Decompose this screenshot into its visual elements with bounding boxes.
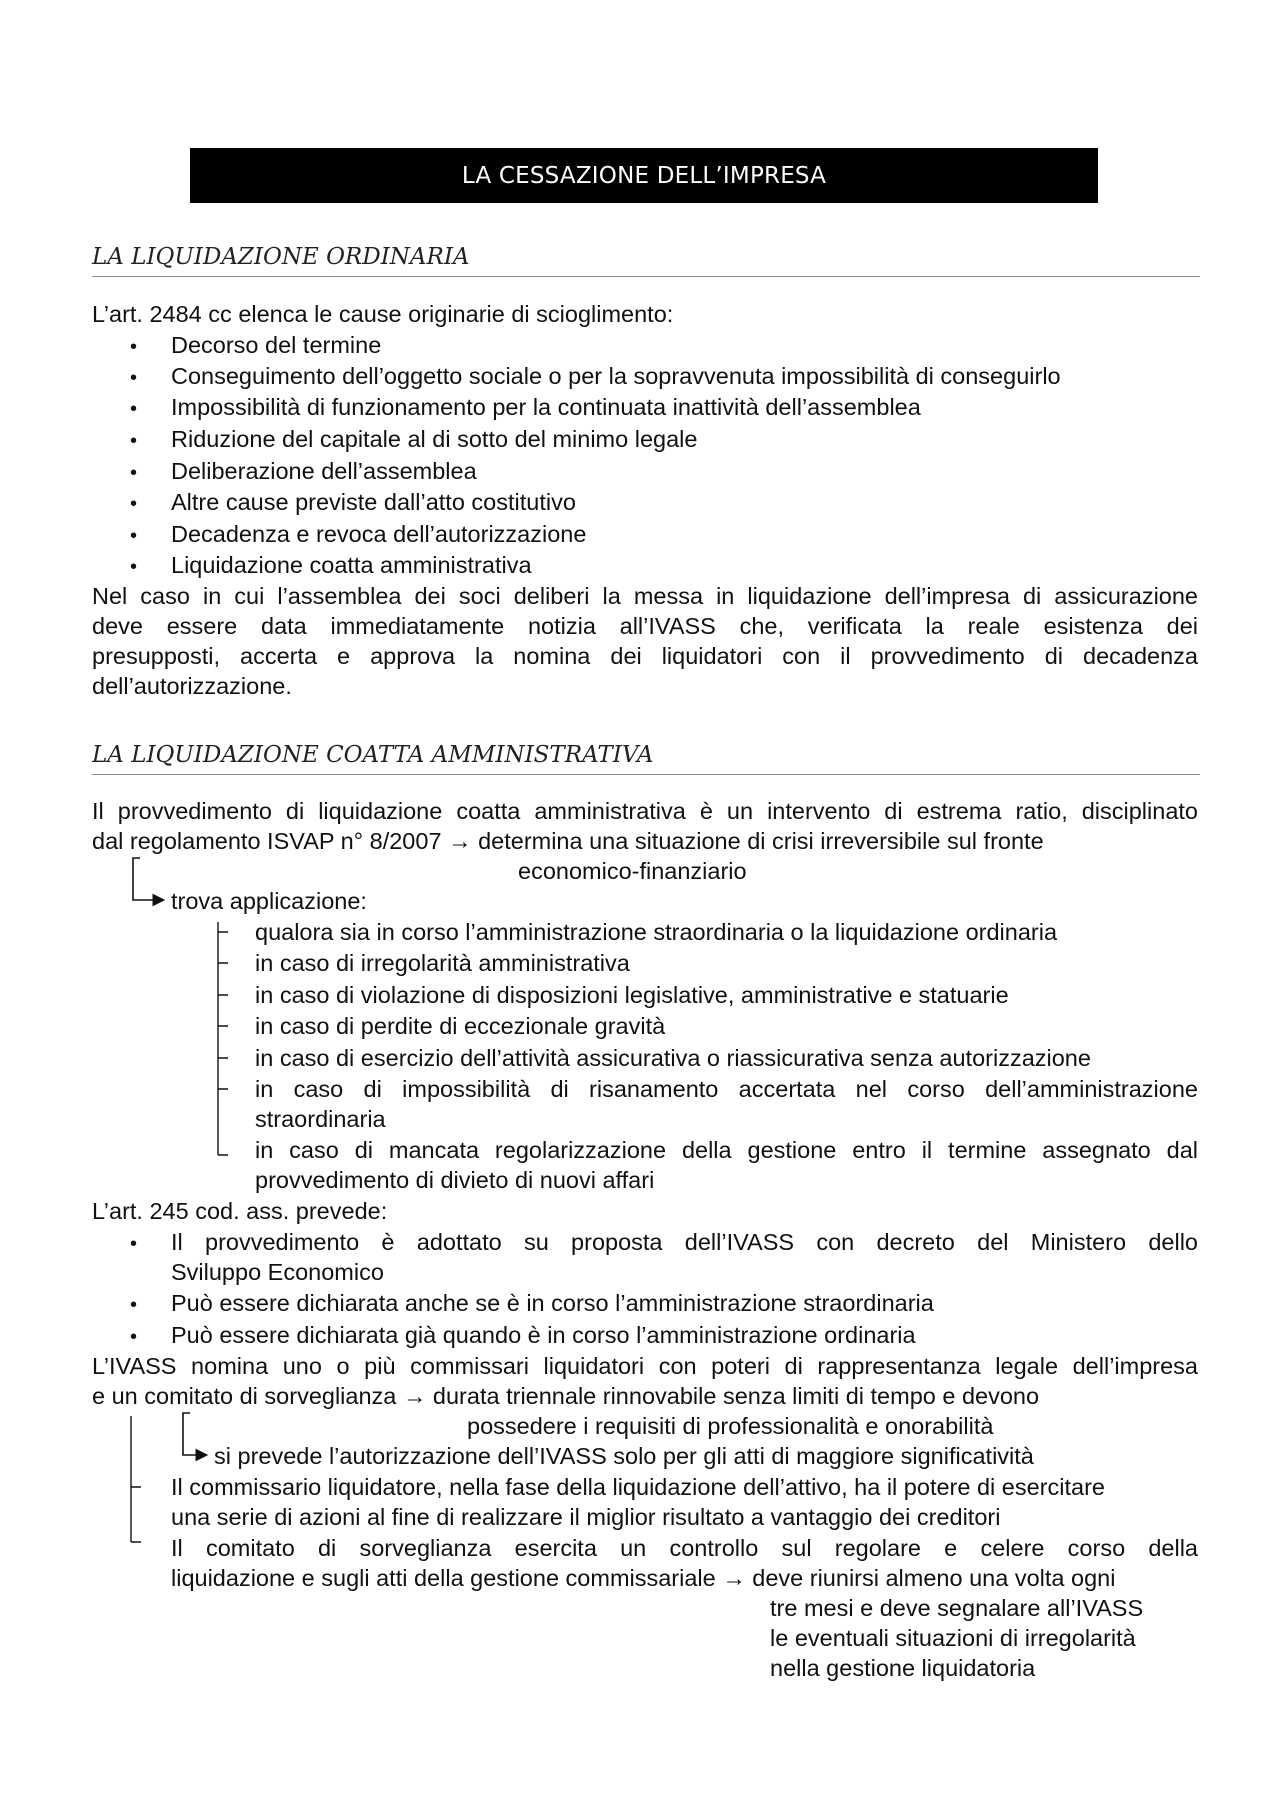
applies-item: in caso di irregolarità amministrativa: [255, 950, 630, 976]
bullet-dot: •: [130, 430, 138, 452]
tree-branches: [131, 1487, 141, 1542]
ivass-line: nella gestione liquidatoria: [770, 1655, 1036, 1681]
applies-item: in caso di impossibilità di risanamento accertata nel corso dell’amministrazione: [255, 1076, 1198, 1102]
coatta-intro-line: economico-finanziario: [518, 858, 747, 884]
applies-item: in caso di perdite di eccezionale gravità: [255, 1013, 666, 1039]
elbow-arrow-icon: [183, 1413, 205, 1455]
bullet-dot: •: [130, 1294, 138, 1316]
list-item: Il provvedimento è adottato su proposta dell’IVASS con decreto del Ministero dello: [171, 1229, 1198, 1255]
paragraph-line: dell’autorizzazione.: [92, 673, 292, 699]
ivass-line: Il commissario liquidatore, nella fase della liquidazione dell’attivo, ha il potere di esercitare: [171, 1474, 1105, 1500]
art245-intro: L’art. 245 cod. ass. prevede:: [92, 1198, 388, 1224]
list-item: Decadenza e revoca dell’autorizzazione: [171, 521, 587, 547]
applies-item: straordinaria: [255, 1106, 386, 1132]
bullet-dot: •: [130, 493, 138, 515]
applies-label: trova applicazione:: [171, 888, 367, 914]
ivass-line: possedere i requisiti di professionalità e onorabilità: [467, 1413, 994, 1439]
applies-item: in caso di esercizio dell’attività assicurativa o riassicurativa senza autorizzazione: [255, 1045, 1091, 1071]
list-item: Sviluppo Economico: [171, 1259, 384, 1285]
bullet-dot: •: [130, 462, 138, 484]
ivass-line: e un comitato di sorveglianza → durata triennale rinnovabile senza limiti di tempo e devono: [92, 1383, 1040, 1409]
coatta-intro-line: dal regolamento ISVAP n° 8/2007 → determina una situazione di crisi irreversibile sul fronte: [92, 828, 1044, 854]
paragraph-line: deve essere data immediatamente notizia all’IVASS che, verificata la reale esistenza dei: [92, 613, 1198, 639]
ivass-line: L’IVASS nomina uno o più commissari liquidatori con poteri di rappresentanza legale dell’impresa: [92, 1353, 1198, 1379]
ivass-line: si prevede l’autorizzazione dell’IVASS solo per gli atti di maggiore significatività: [214, 1443, 1034, 1469]
coatta-intro-line: Il provvedimento di liquidazione coatta amministrativa è un intervento di estrema ratio, disciplinato: [92, 798, 1198, 824]
bullet-dot: •: [130, 336, 138, 358]
applies-item: in caso di mancata regolarizzazione della gestione entro il termine assegnato dal: [255, 1137, 1198, 1163]
tree-branches: [218, 932, 228, 1155]
applies-item: qualora sia in corso l’amministrazione straordinaria o la liquidazione ordinaria: [255, 919, 1058, 945]
bullet-dot: •: [130, 1326, 138, 1348]
list-item: Riduzione del capitale al di sotto del minimo legale: [171, 426, 698, 452]
section-heading-ordinaria: LA LIQUIDAZIONE ORDINARIA: [92, 244, 1200, 277]
paragraph-line: presupposti, accerta e approva la nomina dei liquidatori con il provvedimento di decadenza: [92, 643, 1198, 669]
ivass-line: una serie di azioni al fine di realizzare il miglior risultato a vantaggio dei creditori: [171, 1504, 1001, 1530]
ivass-line: liquidazione e sugli atti della gestione commissariale → deve riunirsi almeno una volta ogni: [171, 1565, 1116, 1591]
list-item: Altre cause previste dall’atto costitutivo: [171, 489, 576, 515]
list-item: Impossibilità di funzionamento per la continuata inattività dell’assemblea: [171, 394, 921, 420]
ivass-line: le eventuali situazioni di irregolarità: [770, 1625, 1136, 1651]
ordinaria-intro: L’art. 2484 cc elenca le cause originarie di scioglimento:: [92, 301, 674, 327]
bullet-dot: •: [130, 556, 138, 578]
ivass-line: Il comitato di sorveglianza esercita un controllo sul regolare e celere corso della: [171, 1535, 1198, 1561]
list-item: Decorso del termine: [171, 332, 382, 358]
applies-item: in caso di violazione di disposizioni legislative, amministrative e statuarie: [255, 982, 1009, 1008]
list-item: Può essere dichiarata anche se è in corso l’amministrazione straordinaria: [171, 1290, 934, 1316]
applies-item: provvedimento di divieto di nuovi affari: [255, 1167, 655, 1193]
list-item: Deliberazione dell’assemblea: [171, 458, 477, 484]
paragraph-line: Nel caso in cui l’assemblea dei soci deliberi la messa in liquidazione dell’impresa di assicurazione: [92, 583, 1198, 609]
list-item: Liquidazione coatta amministrativa: [171, 552, 532, 578]
ivass-line: tre mesi e deve segnalare all’IVASS: [770, 1595, 1144, 1621]
elbow-arrow-icon: [133, 858, 162, 900]
bullet-dot: •: [130, 525, 138, 547]
bullet-dot: •: [130, 1233, 138, 1255]
list-item: Può essere dichiarata già quando è in corso l’amministrazione ordinaria: [171, 1322, 916, 1348]
bullet-dot: •: [130, 398, 138, 420]
bullet-dot: •: [130, 367, 138, 389]
list-item: Conseguimento dell’oggetto sociale o per la sopravvenuta impossibilità di conseguirlo: [171, 363, 1061, 389]
page-title: LA CESSAZIONE DELL’IMPRESA: [461, 162, 827, 189]
section-heading-coatta: LA LIQUIDAZIONE COATTA AMMINISTRATIVA: [92, 742, 1200, 775]
